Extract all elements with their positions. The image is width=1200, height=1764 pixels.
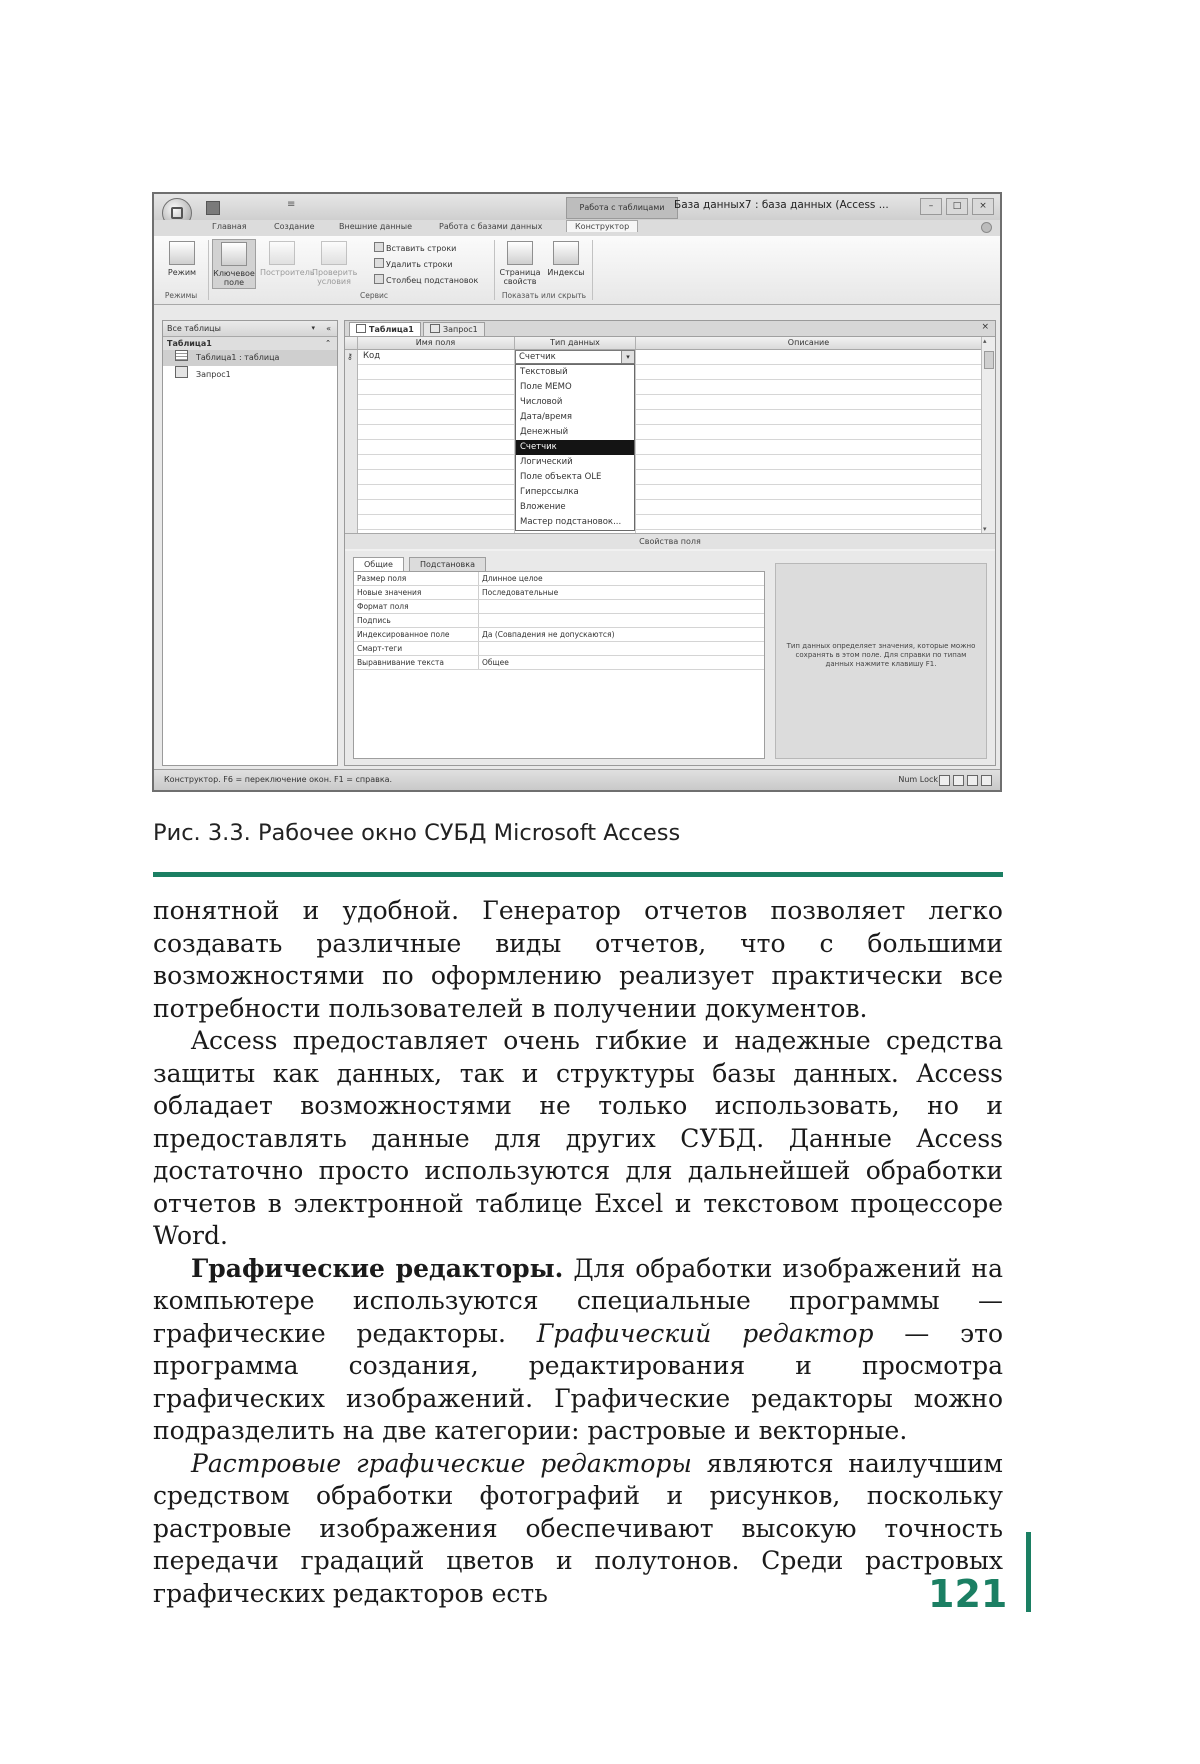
pivot-table-view-icon[interactable] xyxy=(953,775,964,786)
table-icon xyxy=(356,324,366,333)
help-icon[interactable] xyxy=(981,222,992,233)
dropdown-option[interactable]: Денежный xyxy=(520,427,569,437)
dropdown-option[interactable]: Мастер подстановок... xyxy=(520,517,622,527)
text-run: Для обработки изображений на компьютере используются специальные программы — графические редакторы. xyxy=(153,1253,1004,1348)
nav-item-label: Таблица1 : таблица xyxy=(196,353,280,362)
close-button[interactable]: × xyxy=(972,198,994,215)
builder-label: Построитель xyxy=(260,268,315,277)
datasheet-view-icon[interactable] xyxy=(939,775,950,786)
dropdown-option[interactable]: Гиперссылка xyxy=(520,487,579,497)
dropdown-option[interactable]: Числовой xyxy=(520,397,563,407)
status-bar xyxy=(154,769,1000,790)
insert-rows-icon xyxy=(374,242,384,252)
section-heading: Графические редакторы. xyxy=(191,1253,564,1283)
scroll-down-icon[interactable]: ▾ xyxy=(983,525,987,533)
grid-header xyxy=(345,337,995,350)
minimize-button[interactable]: – xyxy=(920,198,942,215)
field-properties-panel xyxy=(345,551,995,765)
doc-tab-table1[interactable] xyxy=(349,322,421,336)
property-name: Подпись xyxy=(357,616,391,625)
nav-pane-header[interactable] xyxy=(163,321,337,337)
scroll-thumb[interactable] xyxy=(984,351,994,369)
paragraph: Access предоставляет очень гибкие и надежные средства защиты как данных, так и структуры базы данных. Access обладает возможностями не только использовать, но и предоставлять данные для других СУБД. Данные Access достаточно просто используются для дальнейшей обработки отчетов в электронной таблице Excel и текстовом процессоре Word. xyxy=(153,1026,1003,1250)
property-value[interactable]: Длинное целое xyxy=(478,572,764,585)
property-name: Индексированное поле xyxy=(357,630,450,639)
indexes-icon xyxy=(553,241,579,265)
group-label-views: Режимы xyxy=(164,291,198,300)
text-run: являются наилучшим средством обработки фотографий и рисунков, поскольку растровые изображения обеспечивают высокую точность передачи градаций цветов и полутонов. Среди растровых графических редакторов есть xyxy=(153,1448,1003,1608)
window-controls xyxy=(920,198,994,215)
document-tabs xyxy=(345,321,995,337)
close-icon[interactable]: × xyxy=(981,322,989,332)
chevron-down-icon[interactable]: ▾ xyxy=(621,351,634,363)
collapse-pane-icon[interactable]: « xyxy=(326,324,331,333)
dropdown-option[interactable]: Текстовый xyxy=(520,367,568,377)
paragraph xyxy=(153,1253,1003,1448)
delete-rows-button[interactable] xyxy=(374,258,453,269)
dropdown-option[interactable]: Вложение xyxy=(520,502,566,512)
column-header-description: Описание xyxy=(787,338,830,347)
row-selector-column[interactable] xyxy=(345,350,358,533)
group-label-showhide: Показать или скрыть xyxy=(501,291,587,300)
doc-tab-label: Запрос1 xyxy=(443,325,478,334)
title-bar xyxy=(154,194,1000,221)
dropdown-option[interactable]: Логический xyxy=(520,457,573,467)
body-text xyxy=(153,895,1003,1610)
property-name: Новые значения xyxy=(357,588,422,597)
figure-caption: Рис. 3.3. Рабочее окно СУБД Microsoft Access xyxy=(153,820,681,846)
dropdown-option-selected[interactable]: Счетчик xyxy=(516,440,634,455)
property-name: Размер поля xyxy=(357,574,407,583)
tab-external-data[interactable]: Внешние данные xyxy=(339,222,412,231)
field-properties-divider: Свойства поля xyxy=(345,533,995,549)
property-value[interactable]: Общее xyxy=(478,656,764,669)
tab-home[interactable]: Главная xyxy=(212,222,247,231)
property-row[interactable] xyxy=(354,572,764,586)
tab-create[interactable]: Создание xyxy=(274,222,315,231)
column-divider xyxy=(635,350,636,533)
design-view-icon[interactable] xyxy=(981,775,992,786)
column-header-field-name: Имя поля xyxy=(357,337,515,349)
builder-icon xyxy=(269,241,295,265)
status-text: Конструктор. F6 = переключение окон. F1 = справка. xyxy=(164,775,393,784)
tab-design[interactable]: Конструктор xyxy=(566,220,638,232)
property-sheet-label: Страница свойств xyxy=(499,268,541,286)
query-icon xyxy=(175,366,188,378)
lookup-column-label: Столбец подстановок xyxy=(386,276,479,285)
access-window xyxy=(152,192,1002,792)
nav-group-title: Таблица1 xyxy=(167,339,212,348)
test-rules-label: Проверить условия xyxy=(312,268,358,286)
num-lock-indicator: Num Lock xyxy=(898,775,938,784)
property-value[interactable]: Да (Совпадения не допускаются) xyxy=(478,628,764,641)
scroll-up-icon[interactable]: ▴ xyxy=(983,337,987,345)
data-type-combo[interactable] xyxy=(515,350,635,364)
dropdown-option[interactable]: Поле MEMO xyxy=(520,382,572,392)
test-rules-button[interactable] xyxy=(312,239,356,289)
paragraph: понятной и удобной. Генератор отчетов позволяет легко создавать различные виды отчетов, что с большими возможностями по оформлению реализует практически все потребности пользователей в получении документов. xyxy=(153,896,1003,1023)
primary-key-label: Ключевое поле xyxy=(213,269,255,287)
vertical-scrollbar[interactable] xyxy=(981,337,995,533)
property-row[interactable] xyxy=(354,656,764,670)
group-label-service: Сервис xyxy=(359,291,389,300)
property-row[interactable] xyxy=(354,614,764,628)
property-row[interactable] xyxy=(354,586,764,600)
property-name: Выравнивание текста xyxy=(357,658,445,667)
term-emphasis: Графический редактор xyxy=(536,1318,874,1348)
page-number: 121 xyxy=(928,1572,1008,1616)
page-number-bar xyxy=(1026,1532,1031,1612)
text-run: — это программа создания, редактирования и просмотра графических изображений. Графические редакторы можно подразделить на две категории: растровые и векторные. xyxy=(153,1318,1003,1445)
context-tab-group: Работа с таблицами xyxy=(566,197,678,219)
design-grid xyxy=(345,337,995,549)
column-header-data-type: Тип данных xyxy=(515,337,636,349)
tab-database-tools[interactable]: Работа с базами данных xyxy=(439,222,543,231)
query-icon xyxy=(430,324,440,333)
nav-item-label: Запрос1 xyxy=(196,370,231,379)
property-row[interactable] xyxy=(354,600,764,614)
view-label: Режим xyxy=(167,268,197,277)
chevron-up-icon[interactable]: ⌃ xyxy=(325,339,331,347)
test-rules-icon xyxy=(321,241,347,265)
pivot-chart-view-icon[interactable] xyxy=(967,775,978,786)
property-name: Формат поля xyxy=(357,602,409,611)
key-icon xyxy=(221,242,247,266)
group-separator xyxy=(208,240,209,300)
save-icon[interactable] xyxy=(206,201,220,215)
nav-item-table1[interactable] xyxy=(163,350,337,366)
doc-tab-label: Таблица1 xyxy=(369,325,414,334)
field-name-cell[interactable]: Код xyxy=(363,351,381,361)
primary-key-button[interactable] xyxy=(212,239,256,289)
view-icon xyxy=(169,241,195,265)
property-name: Смарт-теги xyxy=(357,644,403,653)
lookup-column-icon xyxy=(374,274,384,284)
delete-rows-label: Удалить строки xyxy=(386,260,453,269)
window-title: База данных7 : база данных (Access ... xyxy=(674,199,889,211)
nav-item-query1[interactable] xyxy=(163,366,337,382)
navigation-pane xyxy=(162,320,338,766)
dropdown-option[interactable]: Дата/время xyxy=(520,412,573,422)
property-sheet-button[interactable] xyxy=(498,239,542,289)
maximize-button[interactable]: □ xyxy=(946,198,968,215)
tab-general[interactable]: Общие xyxy=(353,557,404,571)
property-row[interactable] xyxy=(354,642,764,656)
property-value[interactable]: Последовательные xyxy=(478,586,764,599)
data-type-value: Счетчик xyxy=(519,352,556,362)
paragraph xyxy=(153,1448,1003,1611)
indexes-button[interactable] xyxy=(544,239,588,289)
document-area xyxy=(344,320,996,766)
grid-rows[interactable] xyxy=(345,350,981,533)
insert-rows-label: Вставить строки xyxy=(386,244,457,253)
delete-rows-icon xyxy=(374,258,384,268)
property-sheet-icon xyxy=(507,241,533,265)
builder-button[interactable] xyxy=(260,239,315,289)
data-type-dropdown xyxy=(515,364,635,531)
view-switcher xyxy=(939,775,992,786)
property-value[interactable] xyxy=(478,642,764,655)
view-button[interactable] xyxy=(160,239,204,289)
property-value[interactable] xyxy=(478,614,764,627)
term-emphasis: Растровые графические редакторы xyxy=(191,1448,692,1478)
accent-rule xyxy=(153,872,1003,877)
tab-lookup[interactable]: Подстановка xyxy=(409,557,486,571)
primary-key-marker-icon: ⚷ xyxy=(347,352,353,361)
chevron-down-icon[interactable]: ▾ xyxy=(311,324,315,332)
ribbon-tabs xyxy=(154,220,1000,236)
table-icon xyxy=(175,350,188,361)
dropdown-option[interactable]: Поле объекта OLE xyxy=(520,472,602,482)
doc-tab-query1[interactable] xyxy=(423,322,485,336)
lookup-column-button[interactable] xyxy=(374,274,478,285)
property-value[interactable] xyxy=(478,600,764,613)
quick-access-menu-icon[interactable]: ≡ xyxy=(287,199,296,210)
property-help-text: Тип данных определяет значения, которые можно сохранять в этом поле. Для справки по типам данных нажмите клавишу F1. xyxy=(775,563,987,759)
nav-group-header[interactable] xyxy=(163,337,337,350)
property-row[interactable] xyxy=(354,628,764,642)
indexes-label: Индексы xyxy=(547,268,585,277)
nav-pane-title: Все таблицы xyxy=(167,324,221,333)
insert-rows-button[interactable] xyxy=(374,242,456,253)
ribbon xyxy=(154,236,1000,305)
property-table xyxy=(353,571,765,759)
